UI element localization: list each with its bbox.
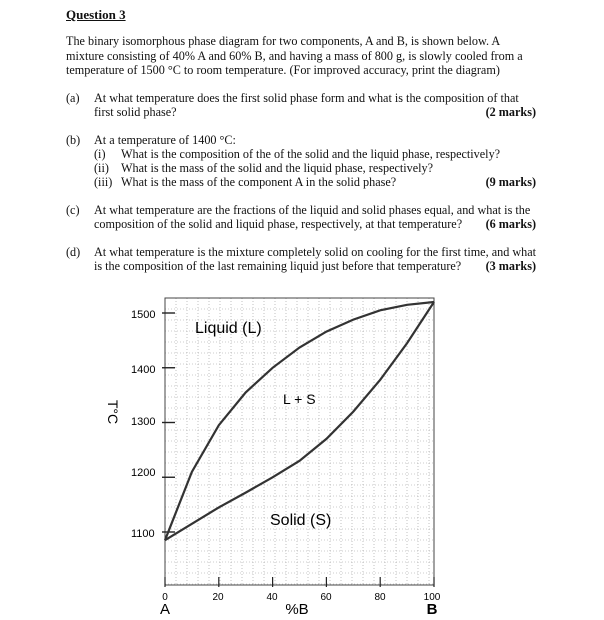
x-tick-label: 0 xyxy=(162,592,168,603)
part-b-sub-label: (iii) xyxy=(94,175,113,189)
solidus-line xyxy=(165,302,434,540)
part-a-line: At what temperature does the first solid phase form and what is the composition of that xyxy=(94,91,519,105)
intro-line: mixture consisting of 40% A and 60% B, and having a mass of 800 g, is slowly cooled from a xyxy=(66,48,523,63)
liquidus-line xyxy=(165,302,434,540)
part-b-sub-text: What is the mass of the component A in the solid phase? xyxy=(121,175,397,189)
x-tick-label: 100 xyxy=(423,592,441,603)
x-end-label-a: A xyxy=(159,601,171,618)
y-tick-label: 1200 xyxy=(131,467,156,479)
part-c-marks: (6 marks) xyxy=(485,217,536,231)
region-label-solid: Solid (S) xyxy=(270,512,332,529)
part-d-line: At what temperature is the mixture completely solid on cooling for the first time, and what xyxy=(94,245,537,259)
y-axis-title: T°C xyxy=(105,399,121,425)
x-tick-label: 60 xyxy=(320,592,332,603)
x-tick-label: 20 xyxy=(212,592,224,603)
part-b-stem: At a temperature of 1400 °C: xyxy=(94,133,236,147)
part-a-label: (a) xyxy=(66,91,80,105)
part-b-marks: (9 marks) xyxy=(485,175,536,189)
y-tick-label: 1400 xyxy=(131,364,156,376)
part-b-sub-text: What is the composition of the of the solid and the liquid phase, respectively? xyxy=(121,147,501,161)
part-d-line: is the composition of the last remaining liquid just before that temperature? xyxy=(94,259,462,273)
part-b-sub-text: What is the mass of the solid and the liquid phase, respectively? xyxy=(121,161,434,175)
part-d-label: (d) xyxy=(66,245,81,259)
question-title: Question 3 xyxy=(66,7,126,22)
y-tick-label: 1100 xyxy=(131,528,155,540)
intro-line: temperature of 1500 °C to room temperature. (For improved accuracy, print the diagram) xyxy=(66,63,500,77)
part-a-line: first solid phase? xyxy=(94,105,177,119)
chart-ticks xyxy=(162,313,434,587)
y-tick-label: 1300 xyxy=(131,416,156,428)
region-label-two-phase: L + S xyxy=(283,391,316,407)
part-b-label: (b) xyxy=(66,133,81,147)
intro-line: The binary isomorphous phase diagram for two components, A and B, is shown below. A xyxy=(66,34,501,48)
plot-frame xyxy=(165,298,434,585)
part-d-marks: (3 marks) xyxy=(485,259,536,273)
part-b-sub-label: (i) xyxy=(94,147,106,161)
part-c-label: (c) xyxy=(66,203,80,217)
x-axis-title: %B xyxy=(285,601,309,618)
x-end-label-b: B xyxy=(426,601,438,618)
x-tick-label: 40 xyxy=(266,592,278,603)
chart-grid xyxy=(165,298,434,585)
part-c-line: composition of the solid and liquid phase, respectively, at that temperature? xyxy=(94,217,463,231)
x-tick-label: 80 xyxy=(374,592,386,603)
y-tick-label: 1500 xyxy=(131,309,156,321)
part-a-marks: (2 marks) xyxy=(485,105,536,119)
part-c-line: At what temperature are the fractions of the liquid and solid phases equal, and what is the xyxy=(94,203,531,217)
region-label-liquid: Liquid (L) xyxy=(195,320,262,337)
part-b-sub-label: (ii) xyxy=(94,161,109,175)
